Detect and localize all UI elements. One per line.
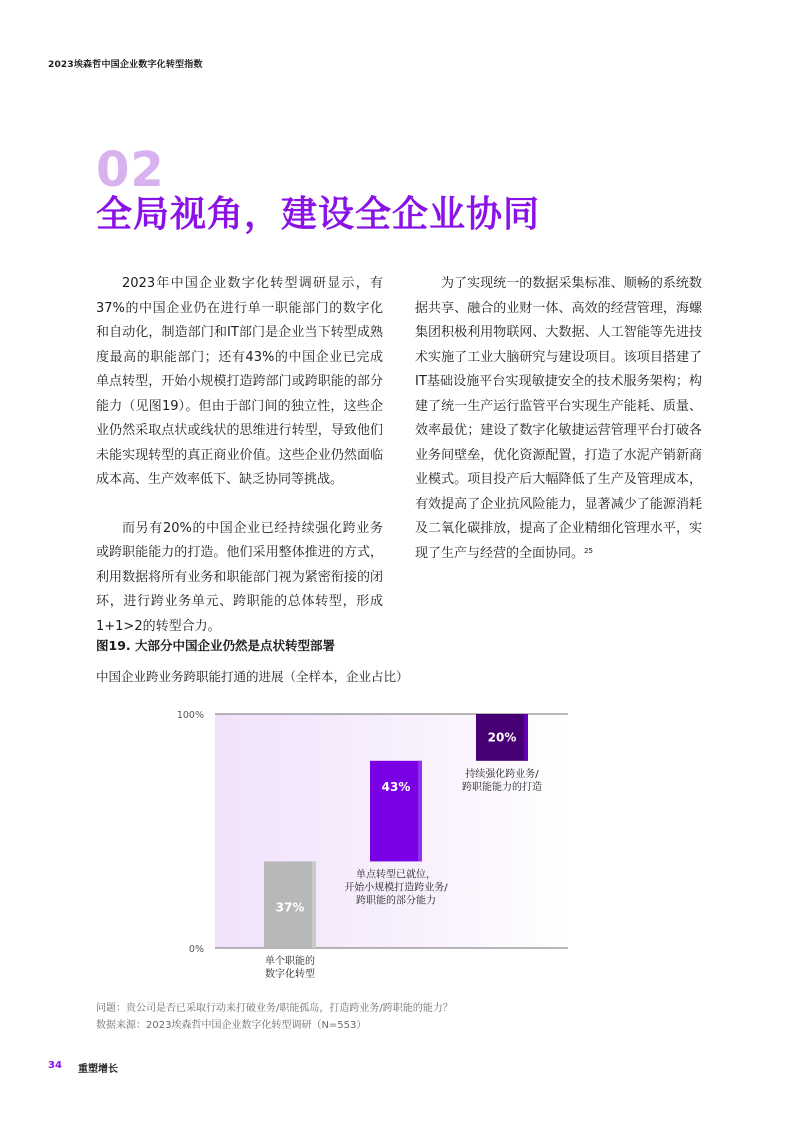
bar-value-label-3: 20% xyxy=(487,730,517,745)
survey-question: 问题：贵公司是否已采取行动来打破业务/职能孤岛，打造跨业务/跨职能的能力？ xyxy=(96,1003,453,1014)
y-tick-bottom: 0% xyxy=(188,944,204,955)
bar-category-label-2-line-1: 单点转型已就位， xyxy=(356,869,436,881)
right-column xyxy=(415,272,702,566)
page-number: 34 xyxy=(48,1060,62,1071)
bar-category-label-3-line-2: 跨职能能力的打造 xyxy=(462,781,542,793)
footnote-marker: 25 xyxy=(584,546,593,555)
footer-section-title: 重塑增长 xyxy=(78,1064,118,1075)
body-paragraph-1: 2023年中国企业数字化转型调研显示，有37%的中国企业仍在进行单一职能部门的数字化和自动化，制造部门和IT部门是企业当下转型成熟度最高的职能部门；还有43%的中国企业已完成单点转型，开始小规模打造跨部门或跨职能的部分能力（见图19）。但由于部门间的独立性，这些企业仍然采取点状或线状的思维进行转型，导致他们未能实现转型的真正商业价值。这些企业仍然面临成本高、生产效率低下、缺乏协同等挑战。 xyxy=(96,276,383,487)
body-paragraph-2: 而另有20%的中国企业已经持续强化跨业务或跨职能能力的打造。他们采用整体推进的方式，利用数据将所有业务和职能部门视为紧密衔接的闭环，进行跨业务单元、跨职能的总体转型，形成1+1>2的转型合力。 xyxy=(96,520,383,634)
bar-2-edge xyxy=(418,761,422,862)
figure-title: 图19. 大部分中国企业仍然是点状转型部署 xyxy=(96,638,335,653)
bar-category-label-1-line-1: 单个职能的 xyxy=(265,956,315,967)
bar-value-label-1: 37% xyxy=(275,900,305,915)
data-source: 数据来源：2023埃森哲中国企业数字化转型调研（N=553） xyxy=(96,1020,367,1031)
bar-2 xyxy=(370,761,422,862)
bar-1-edge xyxy=(312,861,316,948)
left-column xyxy=(96,272,383,639)
bar-category-label-2-line-3: 跨职能的部分能力 xyxy=(356,895,436,907)
bar-3-edge xyxy=(524,714,528,761)
chapter-number: 02 xyxy=(96,142,165,198)
case-study-text: 为了实现统一的数据采集标准、顺畅的系统数据共享、融合的业财一体、高效的经营管理，海螺集团积极利用物联网、大数据、人工智能等先进技术实施了工业大脑研究与建设项目。该项目搭建了IT基础设施平台实现敏捷安全的技术服务架构；构建了统一生产运行监管平台实现生产能耗、质量、效率最优；建设了数字化敏捷运营管理平台打破各业务间壁垒，优化资源配置，打造了水泥产销新商业模式。项目投产后大幅降低了生产及管理成本，有效提高了企业抗风险能力，显著减少了能源消耗及二氧化碳排放，提高了企业精细化管理水平，实现了生产与经营的全面协同。 xyxy=(415,276,702,561)
report-header: 2023埃森哲中国企业数字化转型指数 xyxy=(48,60,203,70)
bar-category-label-2-line-2: 开始小规模打造跨业务/ xyxy=(344,882,448,894)
chapter-title: 全局视角，建设全企业协同 xyxy=(96,194,541,235)
figure-subtitle: 中国企业跨业务跨职能打通的进展（全样本，企业占比） xyxy=(96,669,409,684)
bar-category-label-1-line-2: 数字化转型 xyxy=(265,969,315,980)
bar-category-label-3-line-1: 持续强化跨业务/ xyxy=(465,768,539,780)
waterfall-chart xyxy=(170,706,590,996)
y-tick-top: 100% xyxy=(176,710,204,721)
case-study-paragraph xyxy=(415,272,702,566)
bar-value-label-2: 43% xyxy=(381,779,411,794)
